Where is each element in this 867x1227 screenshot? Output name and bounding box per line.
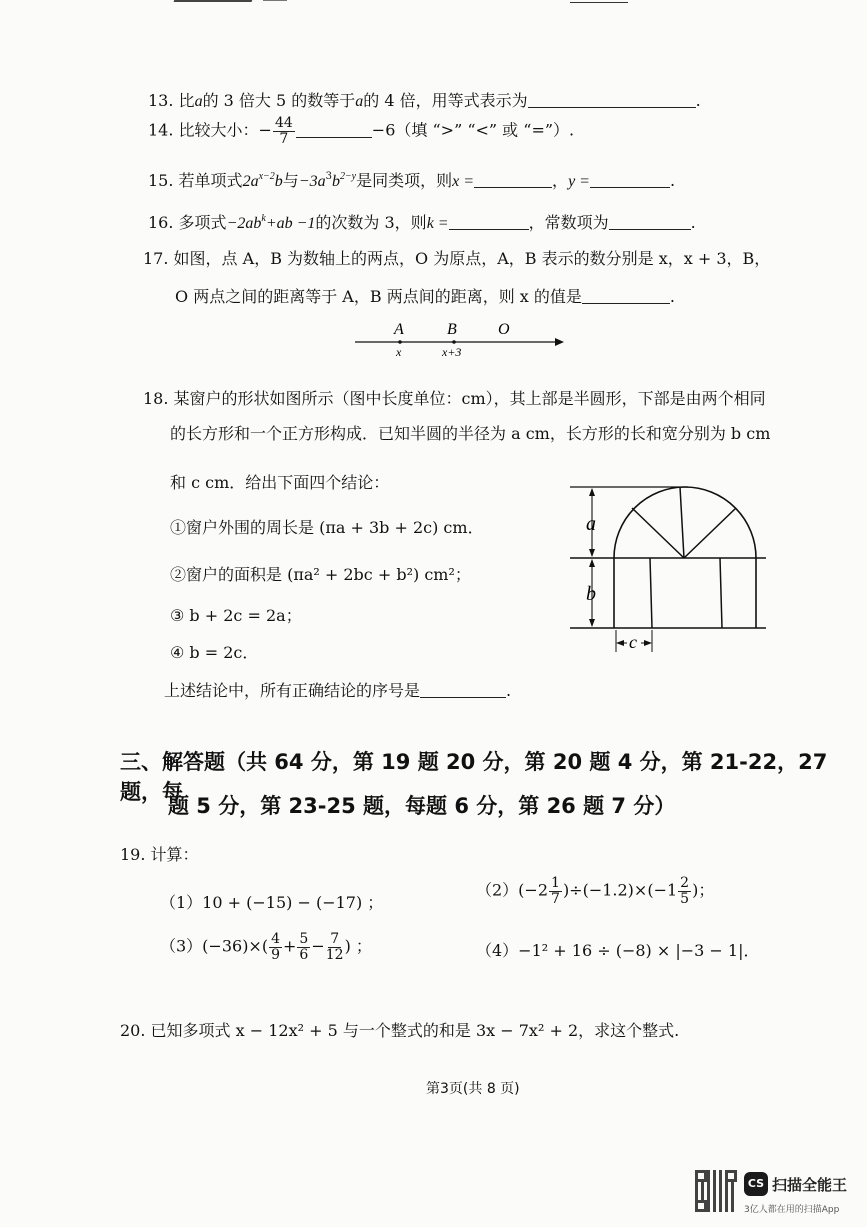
scanner-tagline: 3亿人都在用的扫描App — [744, 1205, 840, 1215]
question-17: 17. 如图，点 A，B 为数轴上的两点，O 为原点，A，B 表示的数分别是 x，x + 3，B， — [143, 249, 771, 268]
question-13: 13. 比a的 3 倍大 5 的数等于a的 4 倍，用等式表示为 . — [148, 91, 701, 110]
number-line-figure — [350, 318, 565, 363]
scanner-app-name: 扫描全能王 — [772, 1176, 848, 1194]
q19-part-4: （4）−1² + 16 ÷ (−8) × |−3 − 1|． — [476, 941, 760, 960]
answer-blank[interactable] — [449, 215, 529, 230]
page-number: 第3页(共 8 页) — [426, 1081, 520, 1097]
answer-blank[interactable] — [582, 289, 670, 304]
answer-blank[interactable] — [420, 683, 506, 698]
q19-part-2: （2）(−2 $\frac{1}{7}$ )÷(−1.2)×(−1 $\frac{2}{5}$ )； — [476, 875, 715, 907]
question-19: 19. 计算： — [120, 845, 199, 864]
question-18-line3: 和 c cm．给出下面四个结论： — [170, 473, 390, 492]
window-figure — [570, 480, 770, 655]
label-B: B — [447, 321, 457, 338]
label-O: O — [498, 321, 510, 338]
dim-b: b — [586, 583, 596, 605]
section-3-heading-line2: 题 5 分，第 23-25 题，每题 6 分，第 26 题 7 分） — [168, 794, 676, 818]
label-x-plus-3: x+3 — [442, 345, 462, 359]
conclusion-4: ④ b = 2c． — [170, 643, 259, 662]
label-x: x — [396, 345, 402, 359]
question-14: 14. 比较大小：− $\frac{44}{7}$ −6（填 “>” “<” 或 “=”）. — [148, 115, 575, 147]
qr-code — [695, 1170, 737, 1212]
question-17-line2: O 两点之间的距离等于 A，B 两点间的距离，则 x 的值是 . — [175, 287, 675, 306]
section-3-heading: 三、解答题（共 64 分，第 19 题 20 分，第 20 题 4 分，第 21-22，27 题，每 — [120, 750, 828, 804]
conclusion-3: ③ b + 2c = 2a； — [170, 606, 302, 625]
header-remnant — [175, 0, 295, 6]
answer-blank[interactable] — [590, 173, 670, 188]
scanner-logo-badge: CS — [744, 1172, 768, 1196]
question-15: 15. 若单项式$2a^{x-2}b$与$-3a^3b^{2-y}$是同类项，则x = ，y = . — [148, 171, 676, 190]
question-20: 20. 已知多项式 x − 12x² + 5 与一个整式的和是 3x − 7x² + 2，求这个整式. — [120, 1021, 680, 1040]
dim-c: c — [629, 632, 637, 652]
question-18: 18. 某窗户的形状如图所示（图中长度单位：cm），其上部是半圆形，下部是由两个相同 — [143, 389, 766, 408]
q19-part-1: （1）10 + (−15) − (−17) ； — [160, 893, 384, 912]
answer-blank[interactable] — [474, 173, 552, 188]
question-16: 16. 多项式$-2ab^k+ab -1$的次数为 3，则k = ，常数项为 . — [148, 213, 696, 232]
dim-a: a — [586, 513, 596, 535]
conclusion-1: ①窗户外围的周长是 (πa + 3b + 2c) cm． — [170, 518, 484, 537]
question-18-tail: 上述结论中，所有正确结论的序号是 . — [164, 681, 512, 700]
answer-blank[interactable] — [296, 123, 372, 138]
label-A: A — [394, 321, 404, 338]
header-rule — [570, 2, 628, 3]
answer-blank[interactable] — [609, 215, 691, 230]
conclusion-2: ②窗户的面积是 (πa² + 2bc + b²) cm²； — [170, 565, 471, 584]
q19-part-3: （3）(−36)×( $\frac{4}{9}$ + $\frac{5}{6}$ − $\frac{7}{12}$ ) ； — [160, 931, 372, 963]
question-18-line2: 的长方形和一个正方形构成．已知半圆的半径为 a cm，长方形的长和宽分别为 b cm — [170, 424, 771, 443]
answer-blank[interactable] — [528, 93, 696, 108]
